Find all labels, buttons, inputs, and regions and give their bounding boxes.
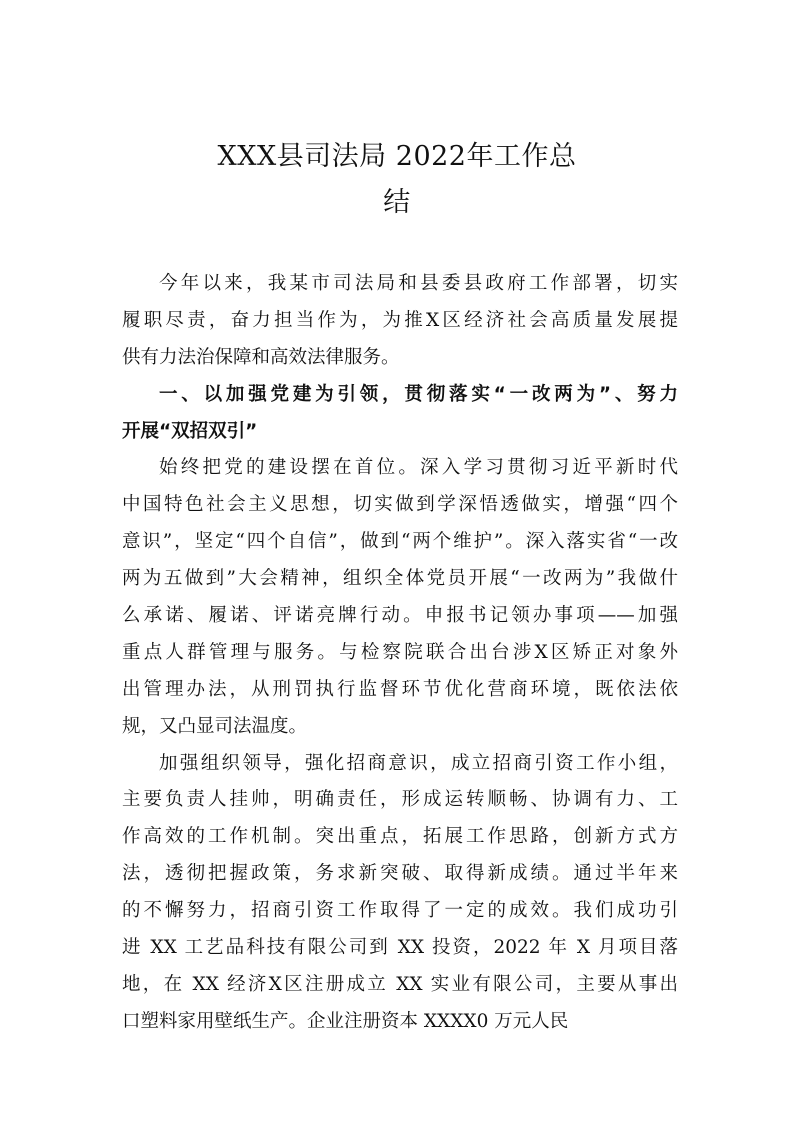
body-line: 两为五做到”大会精神，组织全体党员开展“一改两为”我做什 <box>122 568 678 590</box>
document-title-line-1: XXX县司法局 2022年工作总 <box>217 141 577 172</box>
body-line: 的不懈努力，招商引资工作取得了一定的成效。我们成功引 <box>122 900 678 922</box>
body-line: 作高效的工作机制。突出重点，拓展工作思路，创新方式方 <box>122 826 678 848</box>
body-line: 法，透彻把握政策，务求新突破、取得新成绩。通过半年来 <box>122 863 678 885</box>
body-line: 规，又凸显司法温度。 <box>122 715 308 737</box>
body-line: 意识”，坚定“四个自信”，做到“两个维护”。深入落实省“一改 <box>122 531 678 553</box>
body-line: 进 XX 工艺品科技有限公司到 XX 投资，2022 年 X 月项目落 <box>122 937 678 959</box>
intro-line: 供有力法治保障和高效法律服务。 <box>122 346 400 368</box>
body-line: 出管理办法，从刑罚执行监督环节优化营商环境，既依法依 <box>122 678 678 700</box>
body-line: 加强组织领导，强化招商意识，成立招商引资工作小组， <box>159 752 678 774</box>
body-line: 地，在 XX 经济X区注册成立 XX 实业有限公司，主要从事出 <box>122 973 678 995</box>
document-title-line-2: 结 <box>383 187 411 218</box>
body-line: 中国特色社会主义思想，切实做到学深悟透做实，增强“四个 <box>122 494 678 516</box>
section-heading-line: 开展“双招双引” <box>122 420 258 442</box>
body-line: 始终把党的建设摆在首位。深入学习贯彻习近平新时代 <box>159 457 678 479</box>
body-line: 口塑料家用壁纸生产。企业注册资本 XXXX0 万元人民 <box>122 1010 569 1032</box>
body-line: 重点人群管理与服务。与检察院联合出台涉X区矫正对象外 <box>122 641 678 663</box>
body-line: 主要负责人挂帅，明确责任，形成运转顺畅、协调有力、工 <box>122 789 678 811</box>
section-heading-line: 一、以加强党建为引领，贯彻落实“一改两为”、努力 <box>159 383 678 405</box>
body-line: 么承诺、履诺、评诺亮牌行动。申报书记领办事项——加强 <box>122 605 678 627</box>
intro-line: 今年以来，我某市司法局和县委县政府工作部署，切实 <box>159 273 678 294</box>
document-body <box>122 266 678 1041</box>
intro-line: 履职尽责，奋力担当作为，为推X区经济社会高质量发展提 <box>122 309 678 331</box>
